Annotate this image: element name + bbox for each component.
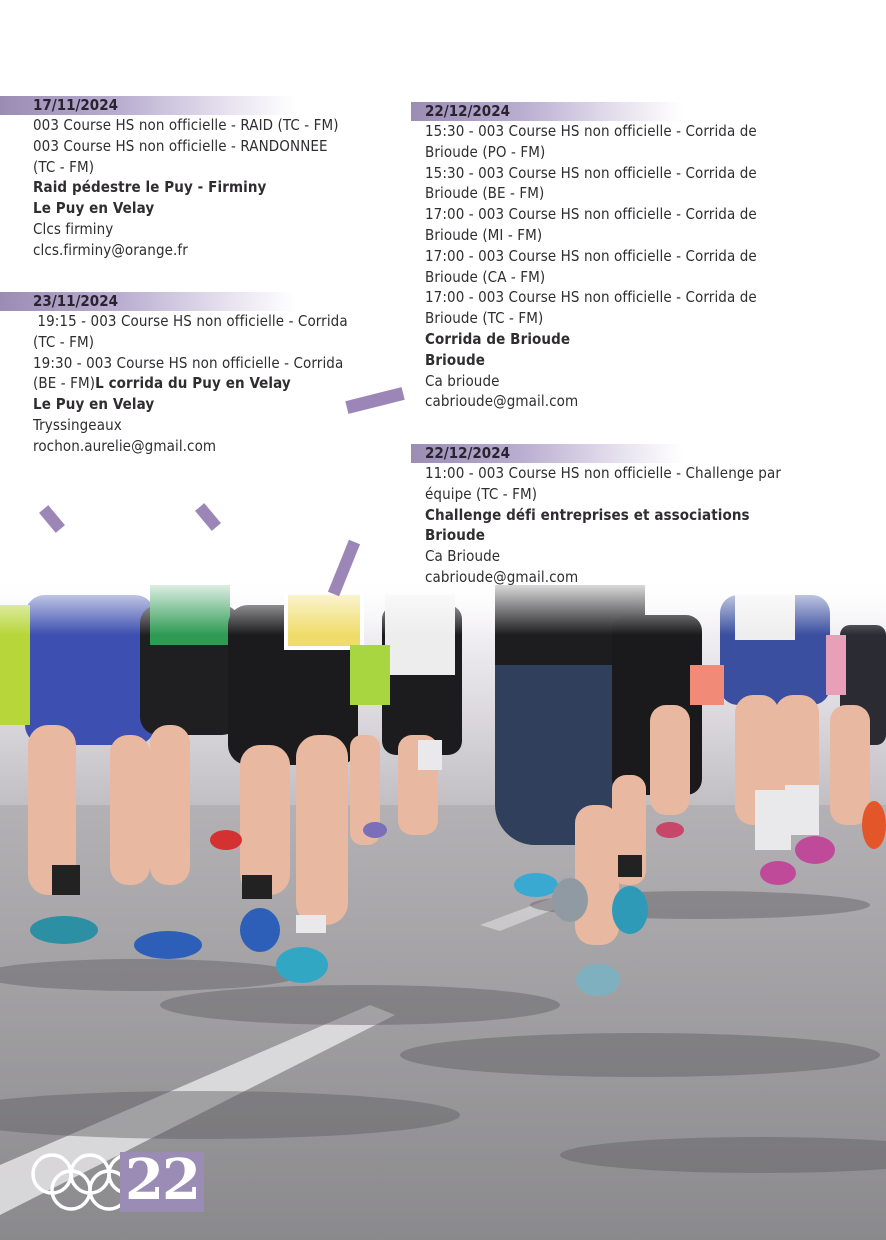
event-line: 19:15 - 003 Course HS non officielle - Corrida	[33, 312, 348, 330]
event-line: 17:00 - 003 Course HS non officielle - Corrida de	[425, 288, 757, 307]
event-line: 003 Course HS non officielle - RAID (TC - FM)	[33, 116, 339, 134]
event-line: 19:30 - 003 Course HS non officielle - Corrida	[33, 353, 344, 372]
event-date-bar	[0, 292, 295, 311]
event-entry-1	[0, 96, 400, 261]
event-location: Le Puy en Velay	[33, 395, 155, 414]
event-line: (TC - FM)	[33, 332, 95, 351]
event-line	[33, 373, 400, 394]
event-entry-4	[411, 444, 841, 588]
event-location: Brioude	[425, 350, 485, 369]
event-organizer: Clcs firminy	[33, 219, 114, 238]
event-line: 003 Course HS non officielle - RANDONNEE	[33, 136, 328, 155]
event-line: (TC - FM)	[33, 157, 95, 176]
event-line: 15:30 - 003 Course HS non officielle - Corrida de	[425, 122, 757, 140]
event-email: rochon.aurelie@gmail.com	[33, 436, 217, 455]
event-title: L corrida du Puy en Velay	[95, 374, 291, 393]
event-date-bar	[411, 444, 683, 463]
event-date-bar	[0, 96, 295, 115]
event-line: Brioude (TC - FM)	[425, 309, 544, 328]
event-date: 17/11/2024	[33, 96, 118, 114]
event-entry-3	[411, 102, 841, 412]
event-email: cabrioude@gmail.com	[425, 392, 579, 411]
event-organizer: Ca brioude	[425, 371, 500, 390]
event-organizer: Ca Brioude	[425, 547, 501, 566]
event-title: Corrida de Brioude	[425, 329, 571, 348]
event-line: Brioude (BE - FM)	[425, 184, 545, 203]
event-email: clcs.firminy@orange.fr	[33, 240, 188, 259]
event-title: Raid pédestre le Puy - Firminy	[33, 178, 267, 197]
event-line: Brioude (CA - FM)	[425, 267, 546, 286]
event-date-bar	[411, 102, 683, 121]
event-title: Challenge défi entreprises et associations	[425, 505, 750, 524]
event-line: équipe (TC - FM)	[425, 484, 538, 503]
event-date: 22/12/2024	[425, 102, 510, 120]
event-location: Le Puy en Velay	[33, 199, 155, 218]
page-number: 22	[125, 1147, 199, 1213]
event-email: cabrioude@gmail.com	[425, 567, 579, 586]
event-line: Brioude (MI - FM)	[425, 225, 543, 244]
runners-photo	[0, 575, 886, 1240]
event-date: 22/12/2024	[425, 444, 510, 462]
decorative-slash	[195, 503, 221, 531]
event-line: 15:30 - 003 Course HS non officielle - Corrida de	[425, 163, 757, 182]
event-date: 23/11/2024	[33, 292, 118, 310]
event-line: 11:00 - 003 Course HS non officielle - Challenge par	[425, 464, 781, 482]
event-line-part: (BE - FM)	[33, 374, 96, 393]
event-entry-2	[0, 292, 400, 457]
event-line: 17:00 - 003 Course HS non officielle - Corrida de	[425, 205, 757, 224]
event-organizer: Tryssingeaux	[33, 415, 122, 434]
decorative-slash	[39, 505, 65, 533]
event-line: Brioude (PO - FM)	[425, 142, 546, 161]
event-location: Brioude	[425, 526, 485, 545]
event-line: 17:00 - 003 Course HS non officielle - Corrida de	[425, 246, 757, 265]
